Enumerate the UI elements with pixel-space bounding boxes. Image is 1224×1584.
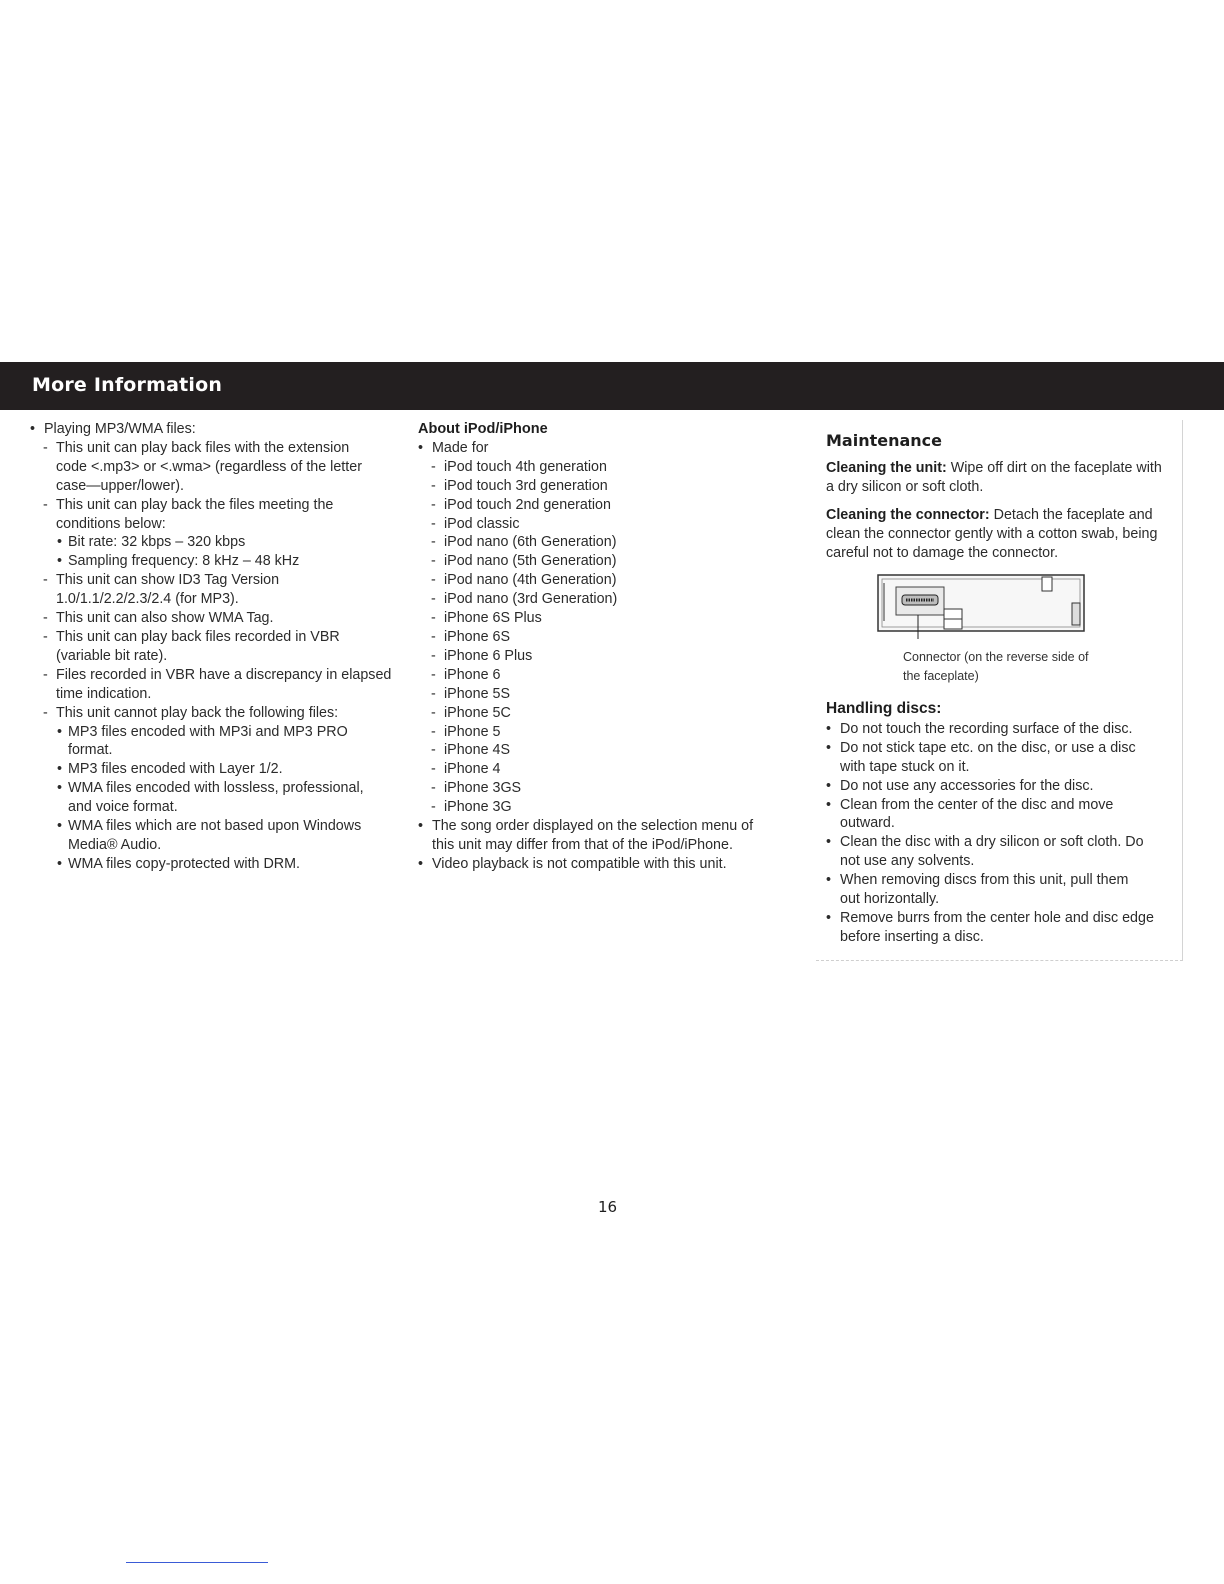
section-title: More Information [32,374,223,396]
section-banner [0,362,1224,410]
list-item: - iPhone 3GS [431,780,522,797]
list-item: • Video playback is not compatible with this unit. [418,855,727,872]
list-item: before inserting a disc. [840,928,984,945]
list-item: - iPhone 5 [431,723,501,740]
list-item: not use any solvents. [840,853,975,870]
list-item: - iPhone 3G [431,799,512,816]
list-item: - iPhone 4 [431,761,501,778]
list-item: - iPod nano (4th Generation) [431,572,617,589]
list-item: - iPod nano (6th Generation) [431,534,617,551]
list-item: - iPhone 4S [431,742,510,759]
list-item: - Files recorded in VBR have a discrepancy in elapsed [43,666,392,683]
cleaning-unit-text: Wipe off dirt on the faceplate with a dry silicon or soft cloth. [826,459,1162,495]
list-item: out horizontally. [840,891,940,908]
list-item: conditions below: [56,515,166,532]
cleaning-unit-paragraph [826,459,1166,497]
list-item: • Playing MP3/WMA files: [30,421,196,437]
list-item: • Made for [418,439,489,456]
list-item: - This unit can play back the files meeting the [43,496,334,513]
cleaning-connector-label: Cleaning the connector: [826,506,990,523]
maintenance-heading: Maintenance [826,431,943,450]
list-item: • WMA files encoded with lossless, professional, [57,780,364,797]
footer-rule [126,1562,268,1563]
cleaning-connector-text: Detach the faceplate and clean the connector gently with a cotton swab, being careful not to damage the connector. [826,506,1158,561]
list-item: - iPod classic [431,515,520,532]
list-item: • The song order displayed on the selection menu of [418,818,754,835]
handling-discs-section [826,700,1176,947]
list-item: • Do not use any accessories for the disc. [826,777,1094,794]
list-item: Media® Audio. [68,836,162,853]
list-item: • Do not touch the recording surface of the disc. [826,720,1133,737]
page-number: 16 [598,1198,618,1216]
side-latch [1072,603,1080,625]
list-item: - iPod touch 2nd generation [431,496,611,513]
release-slot [1042,577,1052,591]
list-item: • Sampling frequency: 8 kHz – 48 kHz [57,553,300,570]
ipod-iphone-column [418,420,798,874]
cleaning-connector-paragraph [826,506,1166,563]
list-item: and voice format. [68,799,178,816]
maintenance-column [826,432,1166,572]
list-item: • Bit rate: 32 kbps – 320 kbps [57,534,246,551]
list-item: - iPhone 6S Plus [431,610,542,627]
cleaning-unit-label: Cleaning the unit: [826,459,947,476]
list-item: - This unit can show ID3 Tag Version [43,572,280,589]
list-item: - iPod touch 3rd generation [431,477,608,494]
handling-discs-heading: Handling discs: [826,700,942,717]
list-item: • MP3 files encoded with MP3i and MP3 PRO [57,723,348,740]
list-item: 1.0/1.1/2.2/2.3/2.4 (for MP3). [56,591,239,608]
list-item: - This unit can also show WMA Tag. [43,610,274,627]
list-item: • Remove burrs from the center hole and disc edge [826,909,1154,926]
faceplate-connector-diagram [876,573,1086,639]
list-item: - iPhone 5S [431,685,510,702]
list-item: (variable bit rate). [56,647,168,664]
list-item: - iPod nano (5th Generation) [431,553,617,570]
diagram-caption-line-2: the faceplate) [903,669,979,683]
diagram-caption-line-1: Connector (on the reverse side of [903,650,1089,664]
list-item: format. [68,742,113,759]
list-item: • MP3 files encoded with Layer 1/2. [57,761,283,778]
list-item: - iPhone 5C [431,704,511,721]
list-item: case—upper/lower). [56,477,184,494]
list-item: time indication. [56,685,152,702]
list-item: - iPhone 6 Plus [431,647,533,664]
list-item: • Do not stick tape etc. on the disc, or use a disc [826,739,1136,756]
list-item: - iPod nano (3rd Generation) [431,591,618,608]
list-item: - iPhone 6 [431,666,501,683]
mp3-wma-column [30,420,410,874]
list-item: outward. [840,815,895,832]
list-item: - This unit cannot play back the following files: [43,704,339,721]
list-item: • When removing discs from this unit, pull them [826,872,1129,889]
list-item: • Clean from the center of the disc and move [826,796,1114,813]
list-item: - This unit can play back files with the extension [43,439,350,456]
list-item: • WMA files which are not based upon Windows [57,818,362,835]
list-item: code <.mp3> or <.wma> (regardless of the letter [56,458,362,475]
ipod-heading: About iPod/iPhone [418,421,548,437]
list-item: with tape stuck on it. [840,758,970,775]
list-item: - iPhone 6S [431,628,510,645]
list-item: • Clean the disc with a dry silicon or soft cloth. Do [826,834,1144,851]
list-item: • WMA files copy-protected with DRM. [57,855,300,872]
list-item: this unit may differ from that of the iPod/iPhone. [432,836,733,853]
list-item: - This unit can play back files recorded in VBR [43,628,340,645]
diagram-caption [903,648,1103,686]
list-item: - iPod touch 4th generation [431,458,607,475]
